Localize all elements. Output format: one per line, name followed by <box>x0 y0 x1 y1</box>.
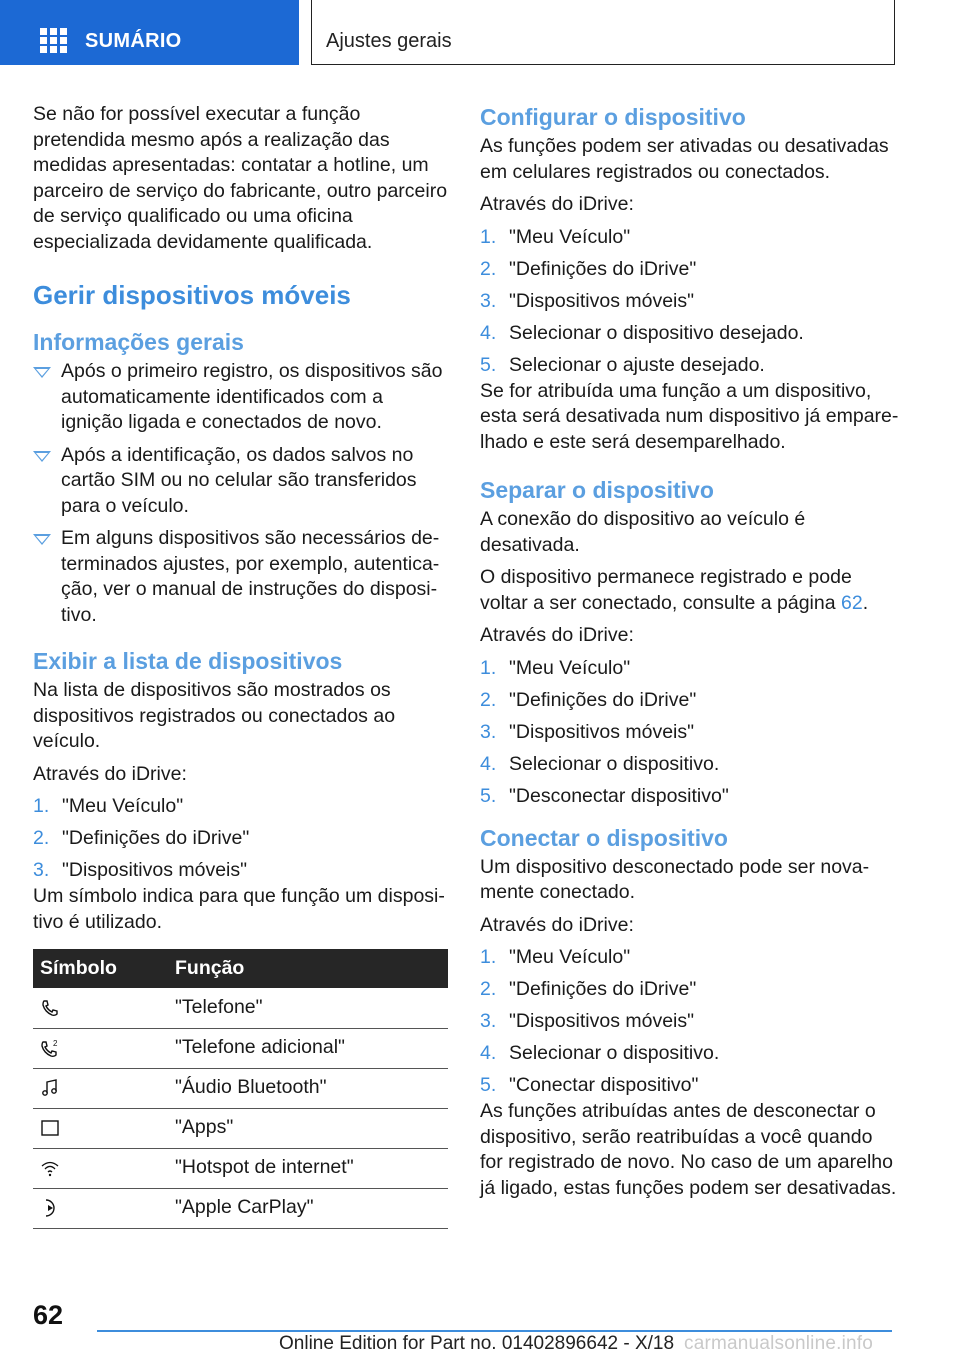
footer-edition: Online Edition for Part no. 01402896642 - X/18 <box>279 1333 675 1354</box>
table-row: "Apple CarPlay" <box>33 1188 448 1228</box>
list-item: 1. "Meu Veículo" <box>480 225 631 248</box>
symbol-table <box>33 949 448 1229</box>
via-idrive: Através do iDrive: <box>480 913 634 936</box>
via-idrive: Através do iDrive: <box>480 624 634 646</box>
grid-menu-icon <box>40 28 67 53</box>
left-column <box>33 102 448 1229</box>
apps-square-icon <box>40 1118 60 1138</box>
page-number: 62 <box>33 1300 64 1330</box>
list-item: 1. "Meu Veículo" <box>480 656 631 679</box>
list-item: 3. "Dispositivos móveis" <box>480 289 695 312</box>
connect-steps <box>480 945 900 1098</box>
music-note-icon <box>40 1078 60 1098</box>
toc-tab[interactable] <box>0 0 299 65</box>
separate-reference: O dispositivo permanece registrado e pode voltar a ser conectado, consulte a página 62. <box>480 566 869 614</box>
list-item: 1. "Meu Veículo" <box>480 946 631 968</box>
list-item: 2. "Definições do iDrive" <box>33 827 250 849</box>
list-item: Após a identificação, os dados salvos no cartão SIM ou no celular são transferidos para o veículo. <box>33 443 448 520</box>
wifi-hotspot-icon <box>40 1158 60 1178</box>
device-list-steps <box>33 794 448 883</box>
configure-heading: Configurar o dispositivo <box>480 104 746 130</box>
section-header <box>311 0 895 65</box>
carplay-play-icon <box>40 1198 60 1218</box>
list-item: 5. Selecionar o ajuste desejado. <box>480 353 765 376</box>
table-row: 2 "Telefone adicional" <box>33 1028 448 1068</box>
symbol-intro: Um símbolo indica para que função um dispositivo é utilizado. <box>33 885 445 933</box>
table-header <box>33 949 448 988</box>
footer-watermark: carmanualsonline.info <box>684 1333 874 1354</box>
device-list-heading: Exibir a lista de dispositivos <box>33 648 343 674</box>
list-item: 1. "Meu Veículo" <box>33 795 184 817</box>
configure-note: Se for atribuída uma função a um dispositivo, esta será desativada num dispositivo já emparelhado e este será desemparelhado. <box>480 379 899 453</box>
section-title: Ajustes gerais <box>326 30 452 52</box>
page-link[interactable]: 62 <box>840 591 863 614</box>
via-idrive: Através do iDrive: <box>480 193 634 215</box>
intro-paragraph: Se não for possível executar a função pretendida mesmo após a realização das medidas apresentadas: contatar a hotline, um parceiro de serviço do fabricante, outro parceiro de serviço qualificado ou uma oficina especializada devidamente qualificada. <box>33 103 448 253</box>
list-item: 3. "Dispositivos móveis" <box>480 1010 695 1032</box>
bullet-triangle-icon <box>33 451 51 462</box>
chapter-heading: Gerir dispositivos móveis <box>33 280 351 310</box>
list-item: Em alguns dispositivos são necessários determinados ajustes, por exemplo, autenticação, ver o manual de instruções do dispositivo. <box>33 526 448 628</box>
bullet-triangle-icon <box>33 534 51 545</box>
right-column <box>480 102 900 1208</box>
list-item: 5. "Desconectar dispositivo" <box>480 784 729 807</box>
list-item: 5. "Conectar dispositivo" <box>480 1074 699 1096</box>
table-row: "Apps" <box>33 1108 448 1148</box>
connect-intro: Um dispositivo desconectado pode ser novamente conectado. <box>480 855 870 903</box>
list-item: 2. "Definições do iDrive" <box>480 688 697 711</box>
separate-steps <box>480 656 900 809</box>
phone-icon <box>40 998 60 1018</box>
connect-heading: Conectar o dispositivo <box>480 824 728 851</box>
table-row: "Áudio Bluetooth" <box>33 1068 448 1108</box>
bullet-triangle-icon <box>33 367 51 378</box>
device-list-intro: Na lista de dispositivos são mostrados os dispositivos registrados ou conectados ao veículo. <box>33 679 396 752</box>
table-row: "Hotspot de internet" <box>33 1148 448 1188</box>
via-idrive: Através do iDrive: <box>33 762 187 785</box>
list-item: 2. "Definições do iDrive" <box>480 978 697 1000</box>
list-item: 4. Selecionar o dispositivo. <box>480 1042 720 1064</box>
phone-additional-icon <box>40 1038 60 1058</box>
configure-intro: As funções podem ser ativadas ou desativadas em celulares registrados ou conectados. <box>480 135 889 183</box>
list-item: Após o primeiro registro, os dispositivos são automaticamente identificados com a ignição ligada e conectados de novo. <box>33 359 448 436</box>
list-item: 4. Selecionar o dispositivo desejado. <box>480 321 804 344</box>
toc-tab-label: SUMÁRIO <box>85 30 182 52</box>
svg-text:2: 2 <box>53 1039 58 1049</box>
list-item: 3. "Dispositivos móveis" <box>480 720 695 743</box>
separate-paragraph: A conexão do dispositivo ao veículo é desativada. <box>480 508 806 556</box>
column-header-symbol: Símbolo <box>33 949 175 988</box>
footer-divider <box>97 1330 892 1332</box>
connect-note: As funções atribuídas antes de desconectar o dispositivo, serão reatribuídas a você quando for registrado de novo. No caso de um aparelho já ligado, estas funções podem ser desativadas. <box>480 1100 897 1199</box>
info-heading: Informações gerais <box>33 329 244 355</box>
configure-steps <box>480 225 900 378</box>
column-header-function: Função <box>175 949 448 988</box>
table-row: "Telefone" <box>33 988 448 1028</box>
separate-heading: Separar o dispositivo <box>480 477 714 503</box>
list-item: 3. "Dispositivos móveis" <box>33 859 248 881</box>
list-item: 2. "Definições do iDrive" <box>480 257 697 280</box>
info-bullets <box>33 359 448 628</box>
list-item: 4. Selecionar o dispositivo. <box>480 752 720 775</box>
